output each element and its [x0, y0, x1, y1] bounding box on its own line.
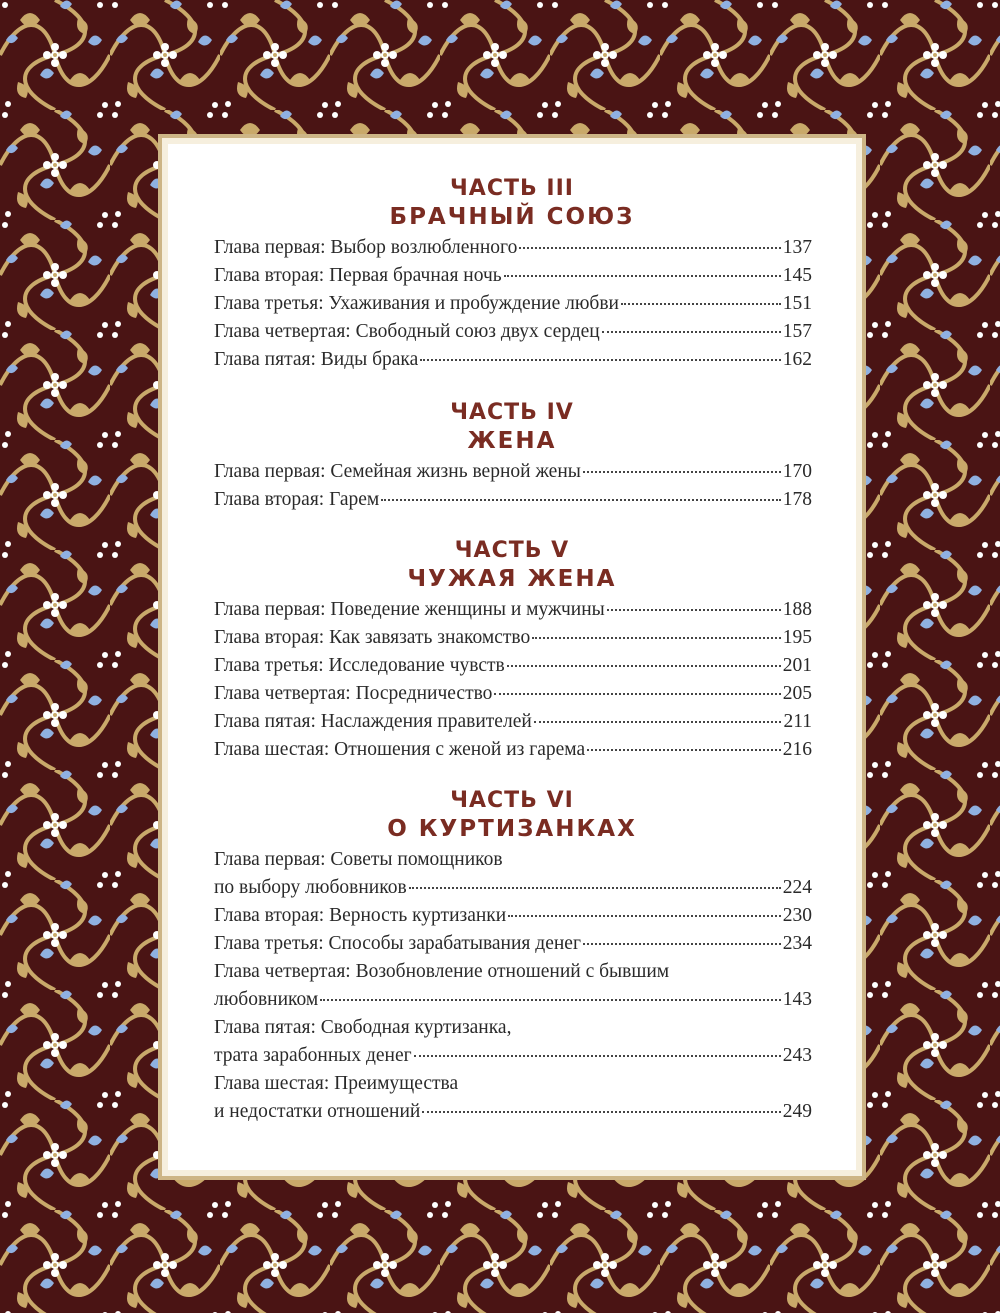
chapter-title: Глава шестая: Отношения с женой из гарема: [214, 739, 586, 760]
chapter-title: любовником: [214, 989, 319, 1010]
toc-entry[interactable]: [214, 1042, 812, 1070]
toc-entry[interactable]: [214, 874, 812, 902]
toc-entry[interactable]: [214, 624, 812, 652]
chapter-title: Глава первая: Поведение женщины и мужчины: [214, 599, 605, 620]
toc-entry[interactable]: [214, 262, 812, 290]
dot-leader: [583, 471, 781, 473]
dot-leader: [420, 359, 780, 361]
chapter-title-line: Глава пятая: Свободная куртизанка,: [214, 1017, 512, 1038]
toc-entry[interactable]: [214, 596, 812, 624]
page-number: 249: [782, 1101, 812, 1122]
toc-entry[interactable]: [214, 318, 812, 346]
part-title: ЧУЖАЯ ЖЕНА: [407, 566, 617, 592]
page-number: 143: [782, 989, 812, 1010]
part-heading: [168, 788, 856, 844]
dot-leader: [508, 915, 781, 917]
page-number: 188: [782, 599, 812, 620]
dot-leader: [532, 637, 781, 639]
dot-leader: [607, 609, 781, 611]
chapter-title: по выбору любовников: [214, 877, 407, 898]
dot-leader: [583, 943, 781, 945]
toc-entry[interactable]: [214, 652, 812, 680]
toc-entry[interactable]: [214, 902, 812, 930]
chapter-title-line: Глава шестая: Преимущества: [214, 1073, 459, 1094]
toc-entry[interactable]: [214, 930, 812, 958]
dot-leader: [534, 721, 782, 723]
page-number: 157: [782, 321, 812, 342]
chapter-title: Глава третья: Ухаживания и пробуждение любви: [214, 293, 619, 314]
part-title: БРАЧНЫЙ СОЮЗ: [389, 204, 635, 230]
dot-leader: [519, 247, 780, 249]
dot-leader: [507, 665, 781, 667]
chapter-title: трата зарабонных денег: [214, 1045, 412, 1066]
dot-leader: [414, 1055, 781, 1057]
chapter-title: Глава первая: Семейная жизнь верной жены: [214, 461, 581, 482]
chapter-title: Глава четвертая: Посредничество: [214, 683, 493, 704]
part-number: ЧАСТЬ IV: [450, 400, 574, 425]
part-number: ЧАСТЬ III: [450, 176, 574, 201]
toc-entry[interactable]: [214, 708, 812, 736]
chapter-title: Глава четвертая: Свободный союз двух сердец: [214, 321, 600, 342]
chapter-title-line: Глава первая: Советы помощников: [214, 849, 503, 870]
page-number: 151: [782, 293, 812, 314]
part-heading: [168, 176, 856, 232]
part-heading: [168, 400, 856, 456]
dot-leader: [409, 887, 781, 889]
chapter-title: Глава пятая: Наслаждения правителей: [214, 711, 532, 732]
toc-entry[interactable]: [214, 346, 812, 374]
page-number: 137: [782, 237, 812, 258]
page-number: 162: [782, 349, 812, 370]
page-number: 178: [782, 489, 812, 510]
dot-leader: [494, 693, 780, 695]
page-number: 211: [783, 711, 812, 732]
toc-entry[interactable]: [214, 736, 812, 764]
toc-entry[interactable]: [214, 234, 812, 262]
chapter-title: Глава пятая: Виды брака: [214, 349, 419, 370]
page-number: 243: [782, 1045, 812, 1066]
chapter-title: и недостатки отношений: [214, 1101, 421, 1122]
page-number: 216: [782, 739, 812, 760]
chapter-title: Глава вторая: Гарем: [214, 489, 380, 510]
page-number: 145: [782, 265, 812, 286]
dot-leader: [504, 275, 781, 277]
page-number: 170: [782, 461, 812, 482]
part-number: ЧАСТЬ VI: [450, 788, 574, 813]
chapter-title: Глава третья: Способы зарабатывания денег: [214, 933, 581, 954]
dot-leader: [422, 1111, 780, 1113]
page-number: 195: [782, 627, 812, 648]
part-heading: [168, 538, 856, 594]
toc-entry[interactable]: [214, 986, 812, 1014]
chapter-title: Глава вторая: Как завязать знакомство: [214, 627, 531, 648]
dot-leader: [320, 999, 780, 1001]
toc-entry[interactable]: [214, 1098, 812, 1126]
chapter-title: Глава третья: Исследование чувств: [214, 655, 505, 676]
page-number: 201: [782, 655, 812, 676]
page-number: 224: [782, 877, 812, 898]
chapter-title-line: Глава четвертая: Возобновление отношений с бывшим: [214, 961, 670, 982]
toc-entry[interactable]: [214, 486, 812, 514]
dot-leader: [587, 749, 781, 751]
dot-leader: [602, 331, 781, 333]
page-number: 230: [782, 905, 812, 926]
chapter-title: Глава вторая: Первая брачная ночь: [214, 265, 502, 286]
part-number: ЧАСТЬ V: [454, 538, 570, 563]
chapter-title: Глава первая: Выбор возлюбленного: [214, 237, 518, 258]
toc-entry[interactable]: [214, 680, 812, 708]
dot-leader: [621, 303, 781, 305]
page-number: 205: [782, 683, 812, 704]
dot-leader: [381, 499, 780, 501]
chapter-title: Глава вторая: Верность куртизанки: [214, 905, 507, 926]
toc-entry[interactable]: [214, 290, 812, 318]
toc-entry[interactable]: [214, 458, 812, 486]
page-number: 234: [782, 933, 812, 954]
part-title: О КУРТИЗАНКАХ: [387, 816, 637, 842]
part-title: ЖЕНА: [467, 428, 557, 454]
table-of-contents: [168, 144, 856, 1170]
